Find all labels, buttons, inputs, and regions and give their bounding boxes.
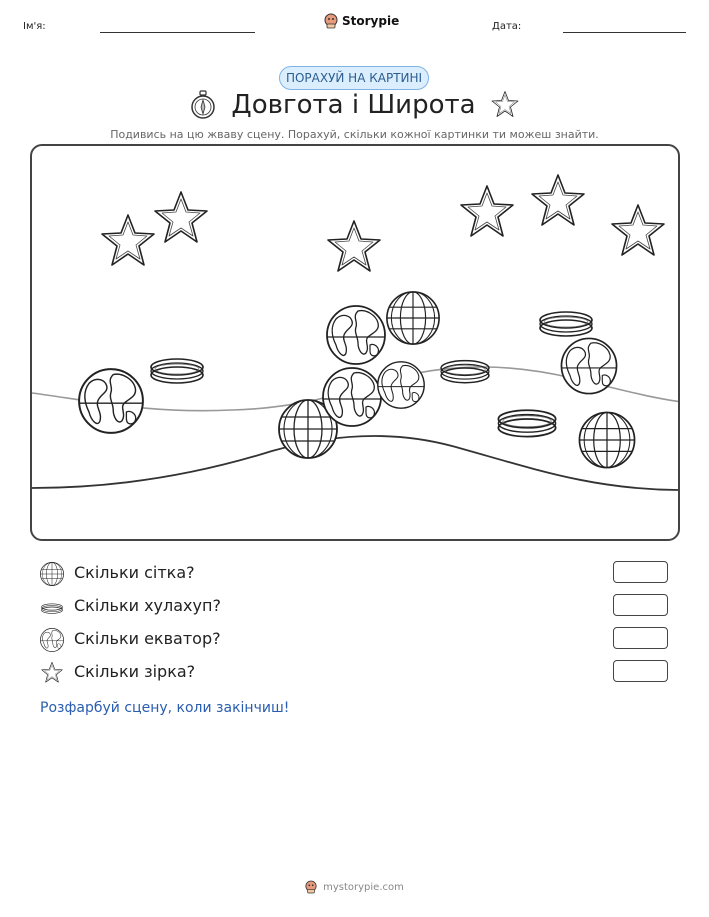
storypie-mascot-icon [324, 13, 338, 29]
earth-globe [79, 369, 143, 433]
grid-globe [387, 292, 439, 344]
footer [0, 880, 709, 894]
star [102, 215, 154, 265]
question-text: Скільки екватор? [74, 629, 221, 648]
answer-box-star[interactable] [613, 660, 668, 682]
star [461, 186, 513, 236]
hula-hoop-icon [40, 595, 64, 619]
page-title: Довгота і Широта [231, 90, 476, 120]
hula-hoop [151, 359, 203, 383]
question-text: Скільки зірка? [74, 662, 196, 681]
brand-logo [324, 13, 399, 29]
date-label: Дата: [492, 21, 522, 32]
name-label: Ім'я: [23, 21, 46, 32]
star [532, 175, 584, 225]
hula-hoop [498, 410, 555, 436]
star [328, 221, 380, 271]
name-line[interactable] [100, 32, 255, 33]
title-row [0, 90, 709, 120]
counting-scene [30, 144, 680, 541]
star [612, 205, 664, 255]
instructions: Подивись на цю жваву сцену. Порахуй, скільки кожної картинки ти можеш знайти. [110, 128, 599, 141]
question-text: Скільки сітка? [74, 563, 195, 582]
scene-illustration [32, 146, 680, 541]
answer-box-equator[interactable] [613, 627, 668, 649]
compass-icon [189, 90, 217, 120]
star-icon [490, 90, 520, 120]
question-row-equator [40, 627, 670, 653]
grid-globe-icon [40, 562, 64, 586]
answer-box-grid[interactable] [613, 561, 668, 583]
earth-globe [561, 338, 616, 393]
question-row-star [40, 660, 670, 686]
hula-hoop [441, 361, 489, 383]
hula-hoop [540, 312, 592, 336]
grid-globe [579, 412, 634, 467]
earth-globe [378, 362, 424, 408]
question-text: Скільки хулахуп? [74, 596, 221, 615]
date-line[interactable] [563, 32, 686, 33]
earth-globe [323, 368, 381, 426]
earth-globe [327, 306, 385, 364]
answer-box-hoop[interactable] [613, 594, 668, 616]
footer-url[interactable]: mystorypie.com [323, 881, 404, 893]
color-instruction: Розфарбуй сцену, коли закінчиш! [40, 700, 290, 716]
star [155, 192, 207, 242]
star-icon [40, 661, 64, 685]
earth-globe-icon [40, 628, 64, 652]
count-badge: ПОРАХУЙ НА КАРТИНІ [279, 66, 429, 90]
question-row-grid [40, 561, 670, 587]
brand-name: Storypie [342, 14, 400, 28]
question-row-hoop [40, 594, 670, 620]
storypie-mascot-icon [305, 880, 317, 894]
